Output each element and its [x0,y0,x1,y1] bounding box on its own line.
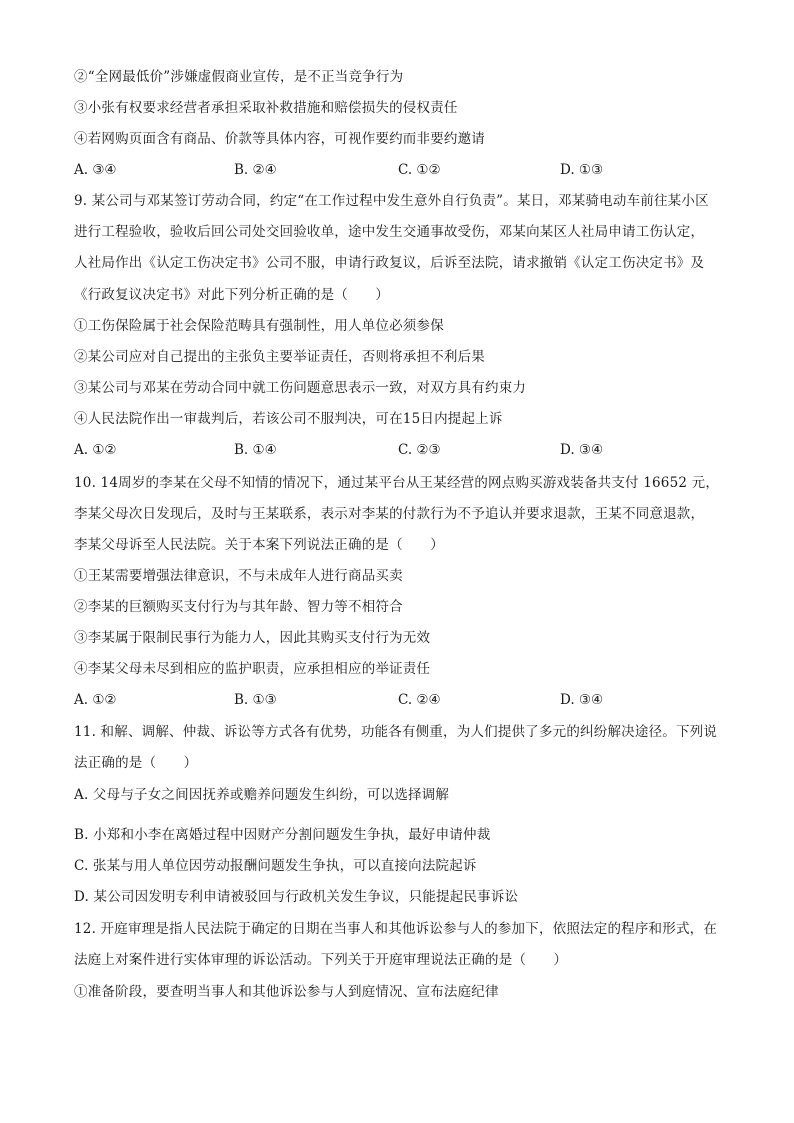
q11-choice-b: B. 小郑和小李在离婚过程中因财产分割问题发生争执，最好申请仲裁 [74,827,491,843]
q8-statement-4: ④若网购页面含有商品、价款等具体内容，可视作要约而非要约邀请 [74,131,485,147]
q8-option-c: C. ①② [398,162,441,178]
q10-statement-4: ④李某父母未尽到相应的监护职责，应承担相应的举证责任 [74,661,431,677]
q9-option-a: A. ①② [74,442,117,458]
q9-stem-4: 《行政复议决定书》对此下列分析正确的是（ ） [74,287,390,303]
q10-statement-3: ③李某属于限制民事行为能力人，因此其购买支付行为无效 [74,630,431,646]
q8-statement-2: ②“全网最低价”涉嫌虚假商业宣传，是不正当竞争行为 [74,69,404,85]
q10-option-c: C. ②④ [398,692,441,708]
q8-option-b: B. ②④ [234,162,277,178]
q8-options [74,161,734,179]
q11-choice-a: A. 父母与子女之间因抚养或赡养问题发生纠纷，可以选择调解 [74,787,450,803]
q10-options [74,691,734,709]
q8-statement-3: ③小张有权要求经营者承担采取补救措施和赔偿损失的侵权责任 [74,100,458,116]
q9-statement-1: ①工伤保险属于社会保险范畴具有强制性，用人单位必须参保 [74,318,444,334]
q9-stem-3: 人社局作出《认定工伤决定书》公司不服，申请行政复议，后诉至法院，请求撤销《认定工伤决定书》及 [74,255,705,271]
q10-statement-1: ①王某需要增强法律意识，不与未成年人进行商品买卖 [74,568,403,584]
q11-choice-d: D. 某公司因发明专利申请被驳回与行政机关发生争议，只能提起民事诉讼 [74,889,519,905]
q10-option-b: B. ①③ [234,692,277,708]
q9-stem-1: 9. 某公司与邓某签订劳动合同，约定“在工作过程中发生意外自行负责”。某日，邓某骑电动车前往某小区 [74,193,709,209]
q9-stem-2: 进行工程验收，验收后回公司处交回验收单，途中发生交通事故受伤，邓某向某区人社局申请工伤认定， [74,224,705,240]
q12-statement-1: ①准备阶段，要查明当事人和其他诉讼参与人到庭情况、宣布法庭纪律 [74,984,499,1000]
q11-stem-2: 法正确的是（ ） [74,755,198,771]
q8-option-d: D. ①③ [560,162,604,178]
q9-option-c: C. ②③ [398,442,441,458]
q9-statement-4: ④人民法院作出一审裁判后，若该公司不服判决，可在15日内提起上诉 [74,411,503,427]
q10-option-d: D. ③④ [560,692,604,708]
q9-statement-3: ③某公司与邓某在劳动合同中就工伤问题意思表示一致，对双方具有约束力 [74,380,527,396]
q11-choice-c: C. 张某与用人单位因劳动报酬问题发生争执，可以直接向法院起诉 [74,858,477,874]
q10-stem-3: 李某父母诉至人民法院。关于本案下列说法正确的是（ ） [74,537,444,553]
q9-options [74,441,734,459]
q9-statement-2: ②某公司应对自己提出的主张负主要举证责任，否则将承担不利后果 [74,349,485,365]
q11-stem-1: 11. 和解、调解、仲裁、诉讼等方式各有优势，功能各有侧重，为人们提供了多元的纠纷解决途径。下列说 [74,724,718,740]
q10-option-a: A. ①② [74,692,117,708]
q9-option-b: B. ①④ [234,442,277,458]
q10-stem-2: 李某父母次日发现后，及时与王某联系，表示对李某的付款行为不予追认并要求退款，王某不同意退款， [74,506,705,522]
q10-stem-1: 10. 14周岁的李某在父母不知情的情况下，通过某平台从王某经营的网点购买游戏装备共支付 16652 元， [74,475,720,491]
q8-option-a: A. ③④ [74,162,117,178]
q12-stem-2: 法庭上对案件进行实体审理的诉讼活动。下列关于开庭审理说法正确的是（ ） [74,952,568,968]
q12-stem-1: 12. 开庭审理是指人民法院于确定的日期在当事人和其他诉讼参与人的参加下，依照法定的程序和形式，在 [74,921,718,937]
q10-statement-2: ②李某的巨额购买支付行为与其年龄、智力等不相符合 [74,599,403,615]
q9-option-d: D. ③④ [560,442,604,458]
